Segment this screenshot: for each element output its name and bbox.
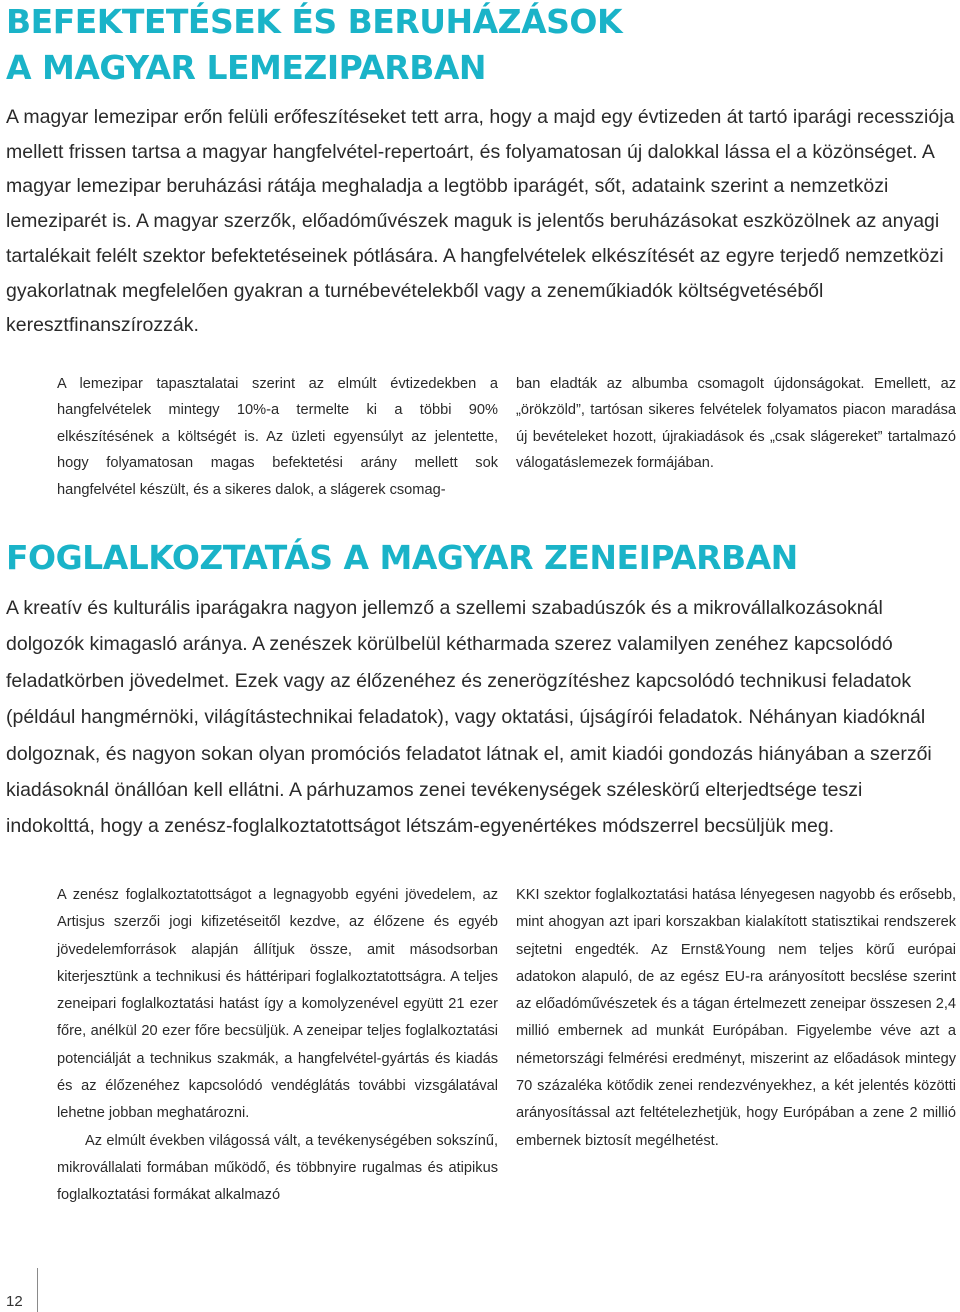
page-number-divider — [37, 1268, 38, 1312]
employment-column-left-paragraph-1: A zenész foglalkoztatottságot a legnagyobb egyéni jövedelem, az Artisjus szerzői jogi kifizetéseitől kezdve, az élőzene és egyéb jövedelemforrások alapján állítjuk össze, amit másodsorban kiterjesztünk a technikusi és háttéripari foglalkoztatottságra. A teljes zeneipari foglalkoztatási hatást így a komolyzenével együtt 21 ezer főre, anélkül 20 ezer főre becsüljük. A zeneipar teljes foglalkoztatási potenciálját a technikus szakmák, a hangfelvétel-gyártás és kiadás és az élőzenéhez kapcsolódó vendéglátás további vizsgálatával lehetne jobban meghatározni. — [57, 887, 498, 1122]
investments-column-right-text: ban eladták az albumba csomagolt újdonságokat. Emellett, az „örökzöld”, tartósan sikeres felvételek folyamatos piacon maradása új bevételeket hozott, újrakiadások és „csak slágereket” tartalmazó válogatáslemezek formájában. — [516, 376, 956, 472]
investments-column-left — [57, 371, 498, 503]
section-title-employment: FOGLALKOZTATÁS A MAGYAR ZENEIPARBAN — [6, 538, 798, 577]
employment-column-right-text: KKI szektor foglalkoztatási hatása lényegesen nagyobb és erősebb, mint ahogyan azt ipari korszakban kialakított statisztikai rendszerek sejtetni engedték. Az Ernst&Young nem teljes körű európai adatokon alapuló, de az egész EU-ra arányosított becslése szerint az előadóművészetek és a tágan értelmezett zeneipar összesen 2,4 millió embernek ad munkát Európában. Figyelembe véve azt a németországi felmérési eredményt, miszerint az előadások mintegy 70 százaléka kötődik zenei rendezvényekhez, a két jelentés közötti arányosítással azt feltételezhetjük, hogy Európában a zene 2 millió embernek biztosít megélhetést. — [516, 887, 956, 1149]
employment-column-right — [516, 882, 956, 1155]
investments-column-left-text: A lemezipar tapasztalatai szerint az elmúlt évtizedekben a hangfelvételek mintegy 10%-a termelte ki a többi 90% elkészítésének a költségét is. Az üzleti egyensúlyt az jelentette, hogy folyamatosan magas befektetési arány mellett sok hangfelvétel készült, és a sikeres dalok, a slágerek csomag- — [57, 376, 498, 498]
section-title-investments-line2: A MAGYAR LEMEZIPARBAN — [6, 48, 487, 87]
employment-lead-paragraph: A kreatív és kulturális iparágakra nagyon jellemző a szellemi szabadúszók és a mikrovállalkozásoknál dolgozók kimagasló aránya. A zenészek körülbelül kétharmada szerez valamilyen zenéhez kapcsolódó feladatkörben jövedelmet. Ezek vagy az élőzenéhez és zenerögzítéshez kapcsolódó technikusi feladatok (például hangmérnöki, világítástechnikai feladatok), vagy oktatási, újságírói feladatok. Néhányan kiadóknál dolgoznak, és nagyon sokan olyan promóciós feladatot látnak el, amit kiadói gondozás hiányában a szerzői kiadásoknál önállóan kell ellátni. A párhuzamos zenei tevékenységek széleskörű elterjedtsége teszi indokolttá, hogy a zenész-foglalkoztatottságot létszám-egyenértékes módszerrel becsüljük meg. — [6, 597, 932, 838]
employment-column-left-paragraph-2: Az elmúlt években világossá vált, a tevékenységében sokszínű, mikrovállalati formában működő, és többnyire rugalmas és atipikus foglalkoztatási formákat alkalmazó — [57, 1132, 498, 1204]
employment-column-left — [57, 882, 498, 1210]
page-number: 12 — [6, 1293, 23, 1310]
investments-column-right — [516, 371, 956, 477]
investments-lead-paragraph: A magyar lemezipar erőn felüli erőfeszítéseket tett arra, hogy a majd egy évtizeden át tartó iparági recessziója mellett frissen tartsa a magyar hangfelvétel-repertoárt, és folyamatosan új dalokkal lássa el a közönséget. A magyar lemezipar beruházási rátája meghaladja a legtöbb iparágét, sőt, adataink szerint a nemzetközi lemeziparét is. A magyar szerzők, előadóművészek maguk is jelentős beruházásokat eszközölnek az anyagi tartalékait felélt szektor befektetéseinek pótlására. A hangfelvételek elkészítését az egyre terjedő nemzetközi gyakorlatnak megfelelően gyakran a turnébevételekből vagy a zeneműkiadók költségvetéséből keresztfinanszírozzák. — [6, 106, 955, 337]
section-title-investments-line1: BEFEKTETÉSEK ÉS BERUHÁZÁSOK — [6, 2, 623, 41]
